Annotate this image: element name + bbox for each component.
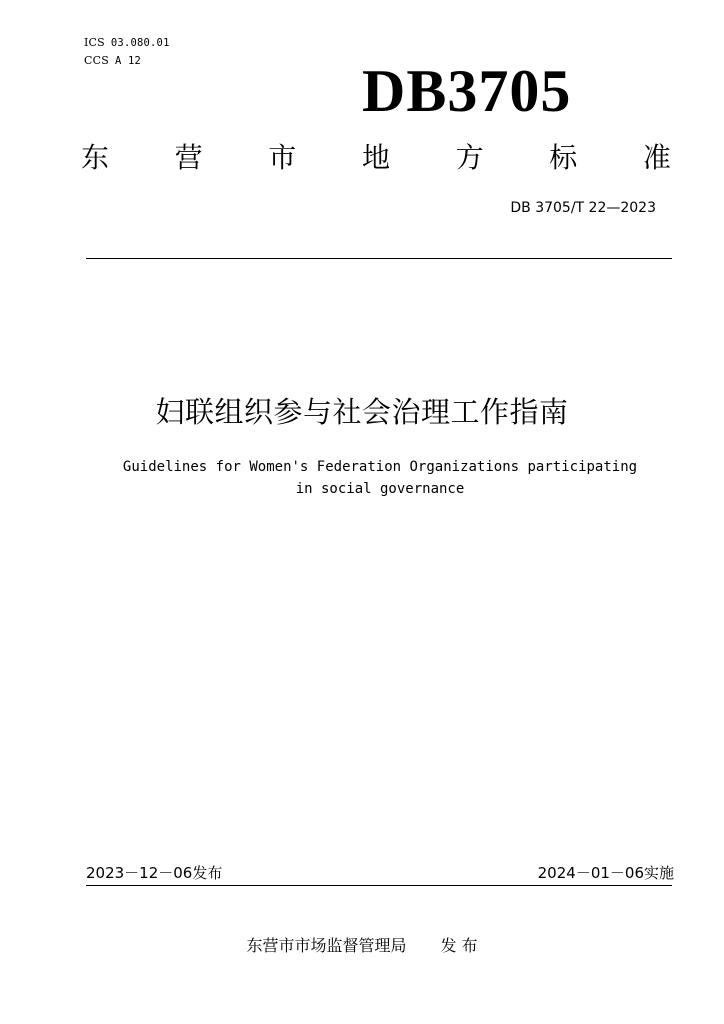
ics-code: [84, 36, 170, 50]
document-title-english: [90, 456, 670, 500]
document-title-chinese: 妇联组织参与社会治理工作指南: [155, 395, 569, 429]
standard-type: [80, 138, 672, 178]
publish-action: 发 布: [440, 936, 478, 955]
standard-code: DB3705: [362, 58, 572, 124]
standard-type-char: 方: [455, 141, 484, 174]
bottom-divider: [86, 885, 672, 886]
publisher: [0, 934, 724, 958]
english-title-line-1: Guidelines for Women's Federation Organizations participating: [122, 459, 638, 475]
standard-type-char: 市: [268, 141, 297, 174]
ics-label: ICS: [84, 36, 105, 49]
standard-type-char: 营: [174, 141, 203, 174]
ics-value: 03.080.01: [110, 37, 170, 49]
standard-type-char: 东: [80, 141, 109, 174]
top-divider: [86, 258, 672, 259]
standard-type-char: 标: [549, 141, 578, 174]
ccs-value: A 12: [114, 55, 142, 67]
publisher-name: 东营市市场监督管理局: [246, 936, 407, 955]
standard-type-char: 准: [642, 141, 671, 174]
ccs-code: [84, 54, 141, 68]
ccs-label: CCS: [84, 54, 109, 67]
issue-date: 2023－12－06发布: [86, 864, 223, 882]
implementation-date: 2024－01－06实施: [537, 864, 674, 882]
english-title-line-2: in social governance: [295, 481, 465, 497]
standard-type-char: 地: [361, 141, 390, 174]
standard-number: DB 3705/T 22—2023: [510, 200, 656, 216]
